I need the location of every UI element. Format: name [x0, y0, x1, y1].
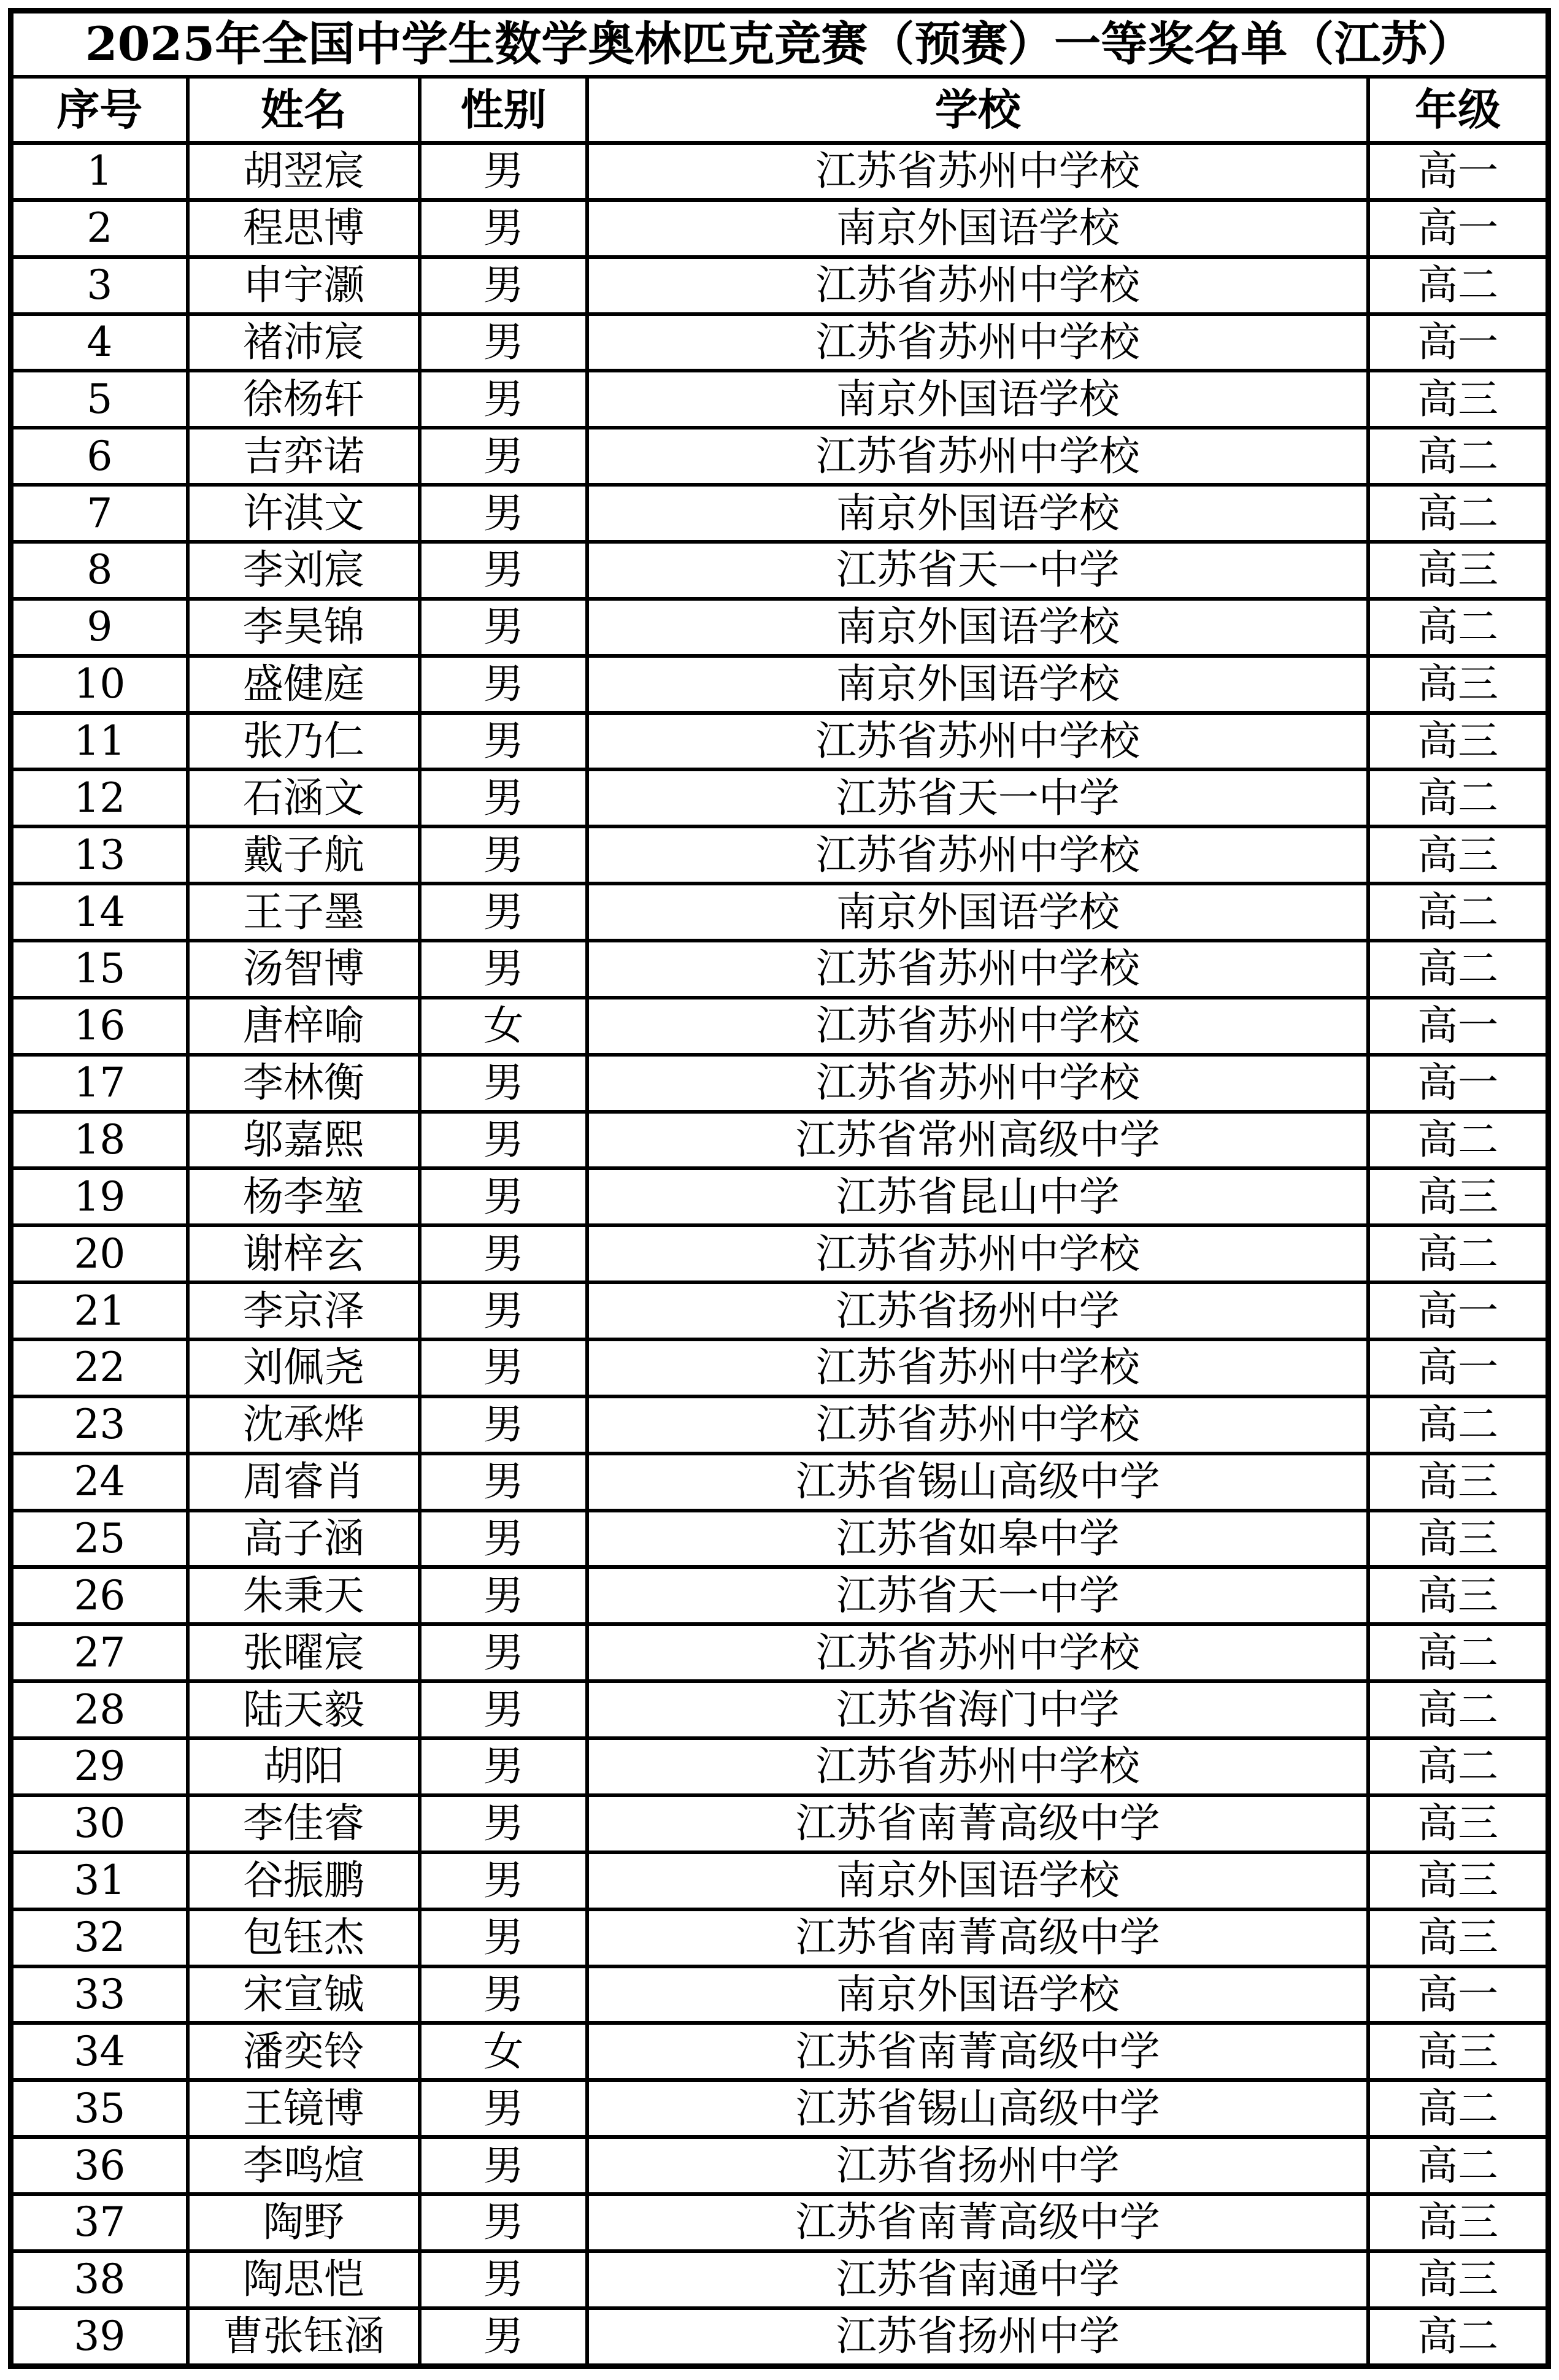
table-row	[11, 143, 1549, 200]
school-cell: 江苏省苏州中学校	[587, 1225, 1368, 1282]
name-cell: 程思博	[188, 200, 420, 257]
name-cell: 胡翌宸	[188, 143, 420, 200]
serial-cell: 5	[11, 371, 188, 428]
name-cell: 李鸣煊	[188, 2137, 420, 2194]
grade-cell: 高二	[1368, 884, 1548, 941]
serial-cell: 9	[11, 599, 188, 656]
gender-cell: 男	[420, 2308, 587, 2367]
name-cell: 吉弈诺	[188, 428, 420, 485]
grade-cell: 高二	[1368, 1396, 1548, 1454]
school-cell: 南京外国语学校	[587, 599, 1368, 656]
serial-cell: 4	[11, 314, 188, 371]
name-cell: 周睿肖	[188, 1454, 420, 1511]
gender-cell: 男	[420, 542, 587, 599]
name-cell: 沈承烨	[188, 1396, 420, 1454]
school-cell: 江苏省苏州中学校	[587, 428, 1368, 485]
serial-cell: 35	[11, 2080, 188, 2137]
serial-cell: 36	[11, 2137, 188, 2194]
table-row	[11, 2308, 1549, 2367]
gender-cell: 男	[420, 1738, 587, 1795]
name-cell: 唐梓喻	[188, 998, 420, 1055]
school-cell: 江苏省苏州中学校	[587, 143, 1368, 200]
gender-cell: 男	[420, 2194, 587, 2251]
grade-cell: 高二	[1368, 257, 1548, 314]
name-cell: 王子墨	[188, 884, 420, 941]
gender-cell: 女	[420, 2023, 587, 2080]
name-cell: 刘佩尧	[188, 1339, 420, 1396]
grade-cell: 高一	[1368, 200, 1548, 257]
gender-cell: 男	[420, 884, 587, 941]
serial-cell: 32	[11, 1909, 188, 1966]
gender-cell: 男	[420, 1909, 587, 1966]
grade-cell: 高一	[1368, 998, 1548, 1055]
grade-cell: 高二	[1368, 769, 1548, 826]
gender-cell: 男	[420, 1795, 587, 1852]
school-cell: 江苏省天一中学	[587, 769, 1368, 826]
school-cell: 江苏省扬州中学	[587, 1282, 1368, 1339]
school-cell: 江苏省苏州中学校	[587, 257, 1368, 314]
name-cell: 李京泽	[188, 1282, 420, 1339]
name-cell: 李昊锦	[188, 599, 420, 656]
grade-cell: 高三	[1368, 826, 1548, 884]
table-row	[11, 2137, 1549, 2194]
name-cell: 谷振鹏	[188, 1852, 420, 1909]
table-row	[11, 1396, 1549, 1454]
name-cell: 李佳睿	[188, 1795, 420, 1852]
col-header-name: 姓名	[188, 77, 420, 143]
table-row	[11, 1795, 1549, 1852]
school-cell: 江苏省苏州中学校	[587, 998, 1368, 1055]
gender-cell: 男	[420, 1681, 587, 1738]
table-row	[11, 257, 1549, 314]
name-cell: 陶思恺	[188, 2251, 420, 2308]
serial-cell: 18	[11, 1112, 188, 1169]
name-cell: 朱秉天	[188, 1567, 420, 1624]
name-cell: 杨李堃	[188, 1168, 420, 1225]
name-cell: 张曜宸	[188, 1624, 420, 1681]
serial-cell: 30	[11, 1795, 188, 1852]
gender-cell: 男	[420, 143, 587, 200]
school-cell: 江苏省苏州中学校	[587, 1738, 1368, 1795]
grade-cell: 高三	[1368, 2194, 1548, 2251]
table-row	[11, 2251, 1549, 2308]
gender-cell: 男	[420, 371, 587, 428]
school-cell: 江苏省苏州中学校	[587, 1396, 1368, 1454]
grade-cell: 高三	[1368, 1454, 1548, 1511]
gender-cell: 男	[420, 1511, 587, 1568]
school-cell: 江苏省苏州中学校	[587, 1624, 1368, 1681]
table-row	[11, 1225, 1549, 1282]
school-cell: 江苏省苏州中学校	[587, 713, 1368, 770]
school-cell: 江苏省苏州中学校	[587, 941, 1368, 998]
serial-cell: 17	[11, 1055, 188, 1112]
table-row	[11, 1567, 1549, 1624]
grade-cell: 高一	[1368, 1339, 1548, 1396]
name-cell: 潘奕铃	[188, 2023, 420, 2080]
table-row	[11, 1168, 1549, 1225]
serial-cell: 26	[11, 1567, 188, 1624]
name-cell: 陆天毅	[188, 1681, 420, 1738]
table-row	[11, 371, 1549, 428]
gender-cell: 男	[420, 314, 587, 371]
school-cell: 江苏省天一中学	[587, 1567, 1368, 1624]
grade-cell: 高一	[1368, 143, 1548, 200]
name-cell: 张乃仁	[188, 713, 420, 770]
gender-cell: 男	[420, 200, 587, 257]
table-row	[11, 1454, 1549, 1511]
school-cell: 江苏省如皋中学	[587, 1511, 1368, 1568]
table-row	[11, 656, 1549, 713]
name-cell: 戴子航	[188, 826, 420, 884]
gender-cell: 男	[420, 1339, 587, 1396]
grade-cell: 高一	[1368, 1966, 1548, 2024]
gender-cell: 男	[420, 1567, 587, 1624]
gender-cell: 男	[420, 428, 587, 485]
school-cell: 南京外国语学校	[587, 485, 1368, 542]
name-cell: 高子涵	[188, 1511, 420, 1568]
serial-cell: 2	[11, 200, 188, 257]
table-row	[11, 2194, 1549, 2251]
gender-cell: 男	[420, 1454, 587, 1511]
grade-cell: 高二	[1368, 2080, 1548, 2137]
gender-cell: 男	[420, 1282, 587, 1339]
name-cell: 谢梓玄	[188, 1225, 420, 1282]
grade-cell: 高二	[1368, 485, 1548, 542]
school-cell: 南京外国语学校	[587, 1852, 1368, 1909]
grade-cell: 高三	[1368, 371, 1548, 428]
col-header-serial: 序号	[11, 77, 188, 143]
title-row	[11, 11, 1549, 77]
name-cell: 王镜博	[188, 2080, 420, 2137]
grade-cell: 高三	[1368, 2251, 1548, 2308]
serial-cell: 33	[11, 1966, 188, 2024]
table-row	[11, 1681, 1549, 1738]
grade-cell: 高二	[1368, 2308, 1548, 2367]
school-cell: 江苏省扬州中学	[587, 2137, 1368, 2194]
name-cell: 石涵文	[188, 769, 420, 826]
gender-cell: 男	[420, 713, 587, 770]
school-cell: 江苏省南通中学	[587, 2251, 1368, 2308]
table-row	[11, 542, 1549, 599]
gender-cell: 男	[420, 941, 587, 998]
grade-cell: 高三	[1368, 542, 1548, 599]
col-header-gender: 性别	[420, 77, 587, 143]
gender-cell: 男	[420, 1966, 587, 2024]
name-cell: 汤智博	[188, 941, 420, 998]
col-header-school: 学校	[587, 77, 1368, 143]
table-row	[11, 1282, 1549, 1339]
gender-cell: 男	[420, 1112, 587, 1169]
gender-cell: 男	[420, 656, 587, 713]
serial-cell: 21	[11, 1282, 188, 1339]
serial-cell: 8	[11, 542, 188, 599]
gender-cell: 男	[420, 1624, 587, 1681]
serial-cell: 15	[11, 941, 188, 998]
school-cell: 江苏省海门中学	[587, 1681, 1368, 1738]
table-row	[11, 1738, 1549, 1795]
grade-cell: 高三	[1368, 2023, 1548, 2080]
name-cell: 邬嘉熙	[188, 1112, 420, 1169]
school-cell: 江苏省天一中学	[587, 542, 1368, 599]
grade-cell: 高三	[1368, 1909, 1548, 1966]
serial-cell: 23	[11, 1396, 188, 1454]
serial-cell: 19	[11, 1168, 188, 1225]
school-cell: 江苏省扬州中学	[587, 2308, 1368, 2367]
table-row	[11, 485, 1549, 542]
serial-cell: 3	[11, 257, 188, 314]
table-row	[11, 826, 1549, 884]
serial-cell: 1	[11, 143, 188, 200]
table-row	[11, 1511, 1549, 1568]
table-row	[11, 1055, 1549, 1112]
school-cell: 南京外国语学校	[587, 200, 1368, 257]
gender-cell: 男	[420, 2251, 587, 2308]
gender-cell: 男	[420, 826, 587, 884]
serial-cell: 28	[11, 1681, 188, 1738]
serial-cell: 29	[11, 1738, 188, 1795]
table-row	[11, 1909, 1549, 1966]
gender-cell: 男	[420, 769, 587, 826]
gender-cell: 女	[420, 998, 587, 1055]
serial-cell: 6	[11, 428, 188, 485]
grade-cell: 高二	[1368, 1738, 1548, 1795]
serial-cell: 27	[11, 1624, 188, 1681]
serial-cell: 10	[11, 656, 188, 713]
serial-cell: 22	[11, 1339, 188, 1396]
school-cell: 江苏省锡山高级中学	[587, 1454, 1368, 1511]
award-table	[8, 8, 1551, 2369]
grade-cell: 高二	[1368, 2137, 1548, 2194]
grade-cell: 高二	[1368, 941, 1548, 998]
page-title: 2025年全国中学生数学奥林匹克竞赛（预赛）一等奖名单（江苏）	[11, 11, 1549, 77]
serial-cell: 20	[11, 1225, 188, 1282]
grade-cell: 高一	[1368, 1282, 1548, 1339]
gender-cell: 男	[420, 1168, 587, 1225]
school-cell: 江苏省苏州中学校	[587, 1055, 1368, 1112]
gender-cell: 男	[420, 2080, 587, 2137]
grade-cell: 高三	[1368, 1511, 1548, 1568]
school-cell: 南京外国语学校	[587, 884, 1368, 941]
name-cell: 徐杨轩	[188, 371, 420, 428]
name-cell: 宋宣铖	[188, 1966, 420, 2024]
name-cell: 许淇文	[188, 485, 420, 542]
serial-cell: 25	[11, 1511, 188, 1568]
school-cell: 江苏省昆山中学	[587, 1168, 1368, 1225]
table-row	[11, 2080, 1549, 2137]
table-row	[11, 200, 1549, 257]
grade-cell: 高二	[1368, 599, 1548, 656]
grade-cell: 高二	[1368, 1225, 1548, 1282]
serial-cell: 34	[11, 2023, 188, 2080]
serial-cell: 16	[11, 998, 188, 1055]
school-cell: 南京外国语学校	[587, 371, 1368, 428]
table-row	[11, 428, 1549, 485]
serial-cell: 14	[11, 884, 188, 941]
name-cell: 陶野	[188, 2194, 420, 2251]
gender-cell: 男	[420, 485, 587, 542]
table-row	[11, 1624, 1549, 1681]
gender-cell: 男	[420, 257, 587, 314]
gender-cell: 男	[420, 1055, 587, 1112]
grade-cell: 高三	[1368, 1795, 1548, 1852]
grade-cell: 高二	[1368, 1681, 1548, 1738]
serial-cell: 13	[11, 826, 188, 884]
serial-cell: 38	[11, 2251, 188, 2308]
table-row	[11, 1339, 1549, 1396]
serial-cell: 39	[11, 2308, 188, 2367]
grade-cell: 高三	[1368, 656, 1548, 713]
header-row	[11, 77, 1549, 143]
table-row	[11, 1112, 1549, 1169]
school-cell: 江苏省苏州中学校	[587, 1339, 1368, 1396]
grade-cell: 高二	[1368, 1112, 1548, 1169]
gender-cell: 男	[420, 2137, 587, 2194]
school-cell: 江苏省苏州中学校	[587, 314, 1368, 371]
gender-cell: 男	[420, 1396, 587, 1454]
serial-cell: 7	[11, 485, 188, 542]
table-row	[11, 1966, 1549, 2024]
table-row	[11, 769, 1549, 826]
school-cell: 江苏省南菁高级中学	[587, 1795, 1368, 1852]
table-row	[11, 884, 1549, 941]
table-row	[11, 314, 1549, 371]
col-header-grade: 年级	[1368, 77, 1548, 143]
grade-cell: 高三	[1368, 1852, 1548, 1909]
serial-cell: 12	[11, 769, 188, 826]
grade-cell: 高一	[1368, 314, 1548, 371]
table-row	[11, 998, 1549, 1055]
grade-cell: 高二	[1368, 1624, 1548, 1681]
serial-cell: 37	[11, 2194, 188, 2251]
grade-cell: 高三	[1368, 1168, 1548, 1225]
serial-cell: 11	[11, 713, 188, 770]
school-cell: 江苏省苏州中学校	[587, 826, 1368, 884]
grade-cell: 高一	[1368, 1055, 1548, 1112]
school-cell: 江苏省南菁高级中学	[587, 2194, 1368, 2251]
gender-cell: 男	[420, 1225, 587, 1282]
name-cell: 李林衡	[188, 1055, 420, 1112]
table-row	[11, 2023, 1549, 2080]
grade-cell: 高二	[1368, 428, 1548, 485]
table-row	[11, 599, 1549, 656]
table-row	[11, 1852, 1549, 1909]
gender-cell: 男	[420, 1852, 587, 1909]
name-cell: 曹张钰涵	[188, 2308, 420, 2367]
school-cell: 南京外国语学校	[587, 1966, 1368, 2024]
name-cell: 包钰杰	[188, 1909, 420, 1966]
grade-cell: 高三	[1368, 1567, 1548, 1624]
name-cell: 申宇灏	[188, 257, 420, 314]
school-cell: 南京外国语学校	[587, 656, 1368, 713]
table-row	[11, 713, 1549, 770]
name-cell: 李刘宸	[188, 542, 420, 599]
name-cell: 褚沛宸	[188, 314, 420, 371]
name-cell: 胡阳	[188, 1738, 420, 1795]
serial-cell: 31	[11, 1852, 188, 1909]
school-cell: 江苏省常州高级中学	[587, 1112, 1368, 1169]
gender-cell: 男	[420, 599, 587, 656]
table-body	[11, 143, 1549, 2367]
table-row	[11, 941, 1549, 998]
school-cell: 江苏省南菁高级中学	[587, 2023, 1368, 2080]
school-cell: 江苏省南菁高级中学	[587, 1909, 1368, 1966]
name-cell: 盛健庭	[188, 656, 420, 713]
school-cell: 江苏省锡山高级中学	[587, 2080, 1368, 2137]
serial-cell: 24	[11, 1454, 188, 1511]
grade-cell: 高三	[1368, 713, 1548, 770]
